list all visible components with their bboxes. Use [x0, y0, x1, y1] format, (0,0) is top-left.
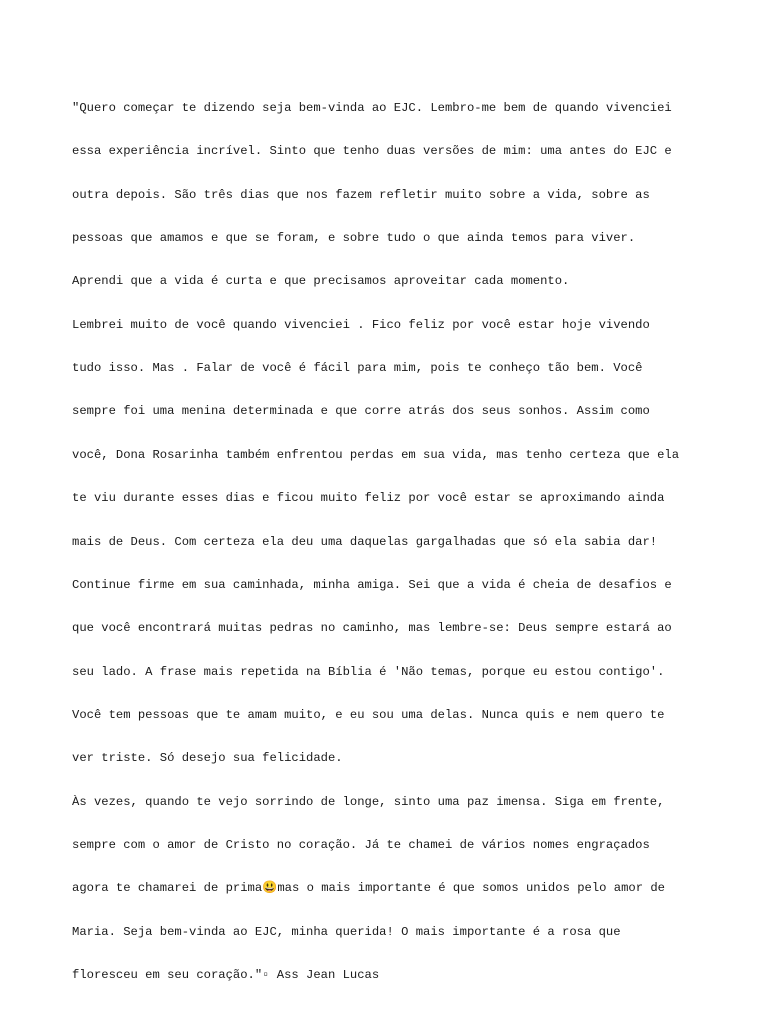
letter-line-20: Maria. Seja bem-vinda ao EJC, minha querida! O mais importante é a rosa que: [72, 924, 621, 939]
letter-line-17: Às vezes, quando te vejo sorrindo de longe, sinto uma paz imensa. Siga em frente,: [72, 794, 665, 809]
letter-line-5: Aprendi que a vida é curta e que precisamos aproveitar cada momento.: [72, 274, 570, 289]
letter-line-15: Você tem pessoas que te amam muito, e eu sou uma delas. Nunca quis e nem quero te: [72, 707, 665, 722]
letter-body: [72, 72, 712, 1011]
letter-line-12: Continue firme em sua caminhada, minha amiga. Sei que a vida é cheia de desafios e: [72, 577, 672, 592]
letter-line-1: "Quero começar te dizendo seja bem-vinda ao EJC. Lembro-me bem de quando vivenciei: [72, 100, 672, 115]
letter-line-10: te viu durante esses dias e ficou muito feliz por você estar se aproximando ainda: [72, 491, 665, 506]
letter-line-14: seu lado. A frase mais repetida na Bíblia é 'Não temas, porque eu estou contigo'.: [72, 664, 665, 679]
letter-line-7: tudo isso. Mas . Falar de você é fácil para mim, pois te conheço tão bem. Você: [72, 361, 643, 376]
letter-line-19: agora te chamarei de prima😃mas o mais importante é que somos unidos pelo amor de: [72, 881, 665, 896]
letter-line-18: sempre com o amor de Cristo no coração. Já te chamei de vários nomes engraçados: [72, 838, 650, 853]
letter-line-3: outra depois. São três dias que nos fazem refletir muito sobre a vida, sobre as: [72, 187, 650, 202]
letter-line-4: pessoas que amamos e que se foram, e sobre tudo o que ainda temos para viver.: [72, 230, 636, 245]
letter-line-2: essa experiência incrível. Sinto que tenho duas versões de mim: uma antes do EJC e: [72, 144, 672, 159]
letter-line-8: sempre foi uma menina determinada e que corre atrás dos seus sonhos. Assim como: [72, 404, 650, 419]
letter-line-21-signature: floresceu em seu coração."▫ Ass Jean Lucas: [72, 968, 380, 983]
letter-line-9: você, Dona Rosarinha também enfrentou perdas em sua vida, mas tenho certeza que ela: [72, 447, 680, 462]
letter-line-6: Lembrei muito de você quando vivenciei . Fico feliz por você estar hoje vivendo: [72, 317, 650, 332]
letter-line-13: que você encontrará muitas pedras no caminho, mas lembre-se: Deus sempre estará ao: [72, 621, 672, 636]
letter-line-11: mais de Deus. Com certeza ela deu uma daquelas gargalhadas que só ela sabia dar!: [72, 534, 658, 549]
letter-line-16: ver triste. Só desejo sua felicidade.: [72, 751, 343, 766]
